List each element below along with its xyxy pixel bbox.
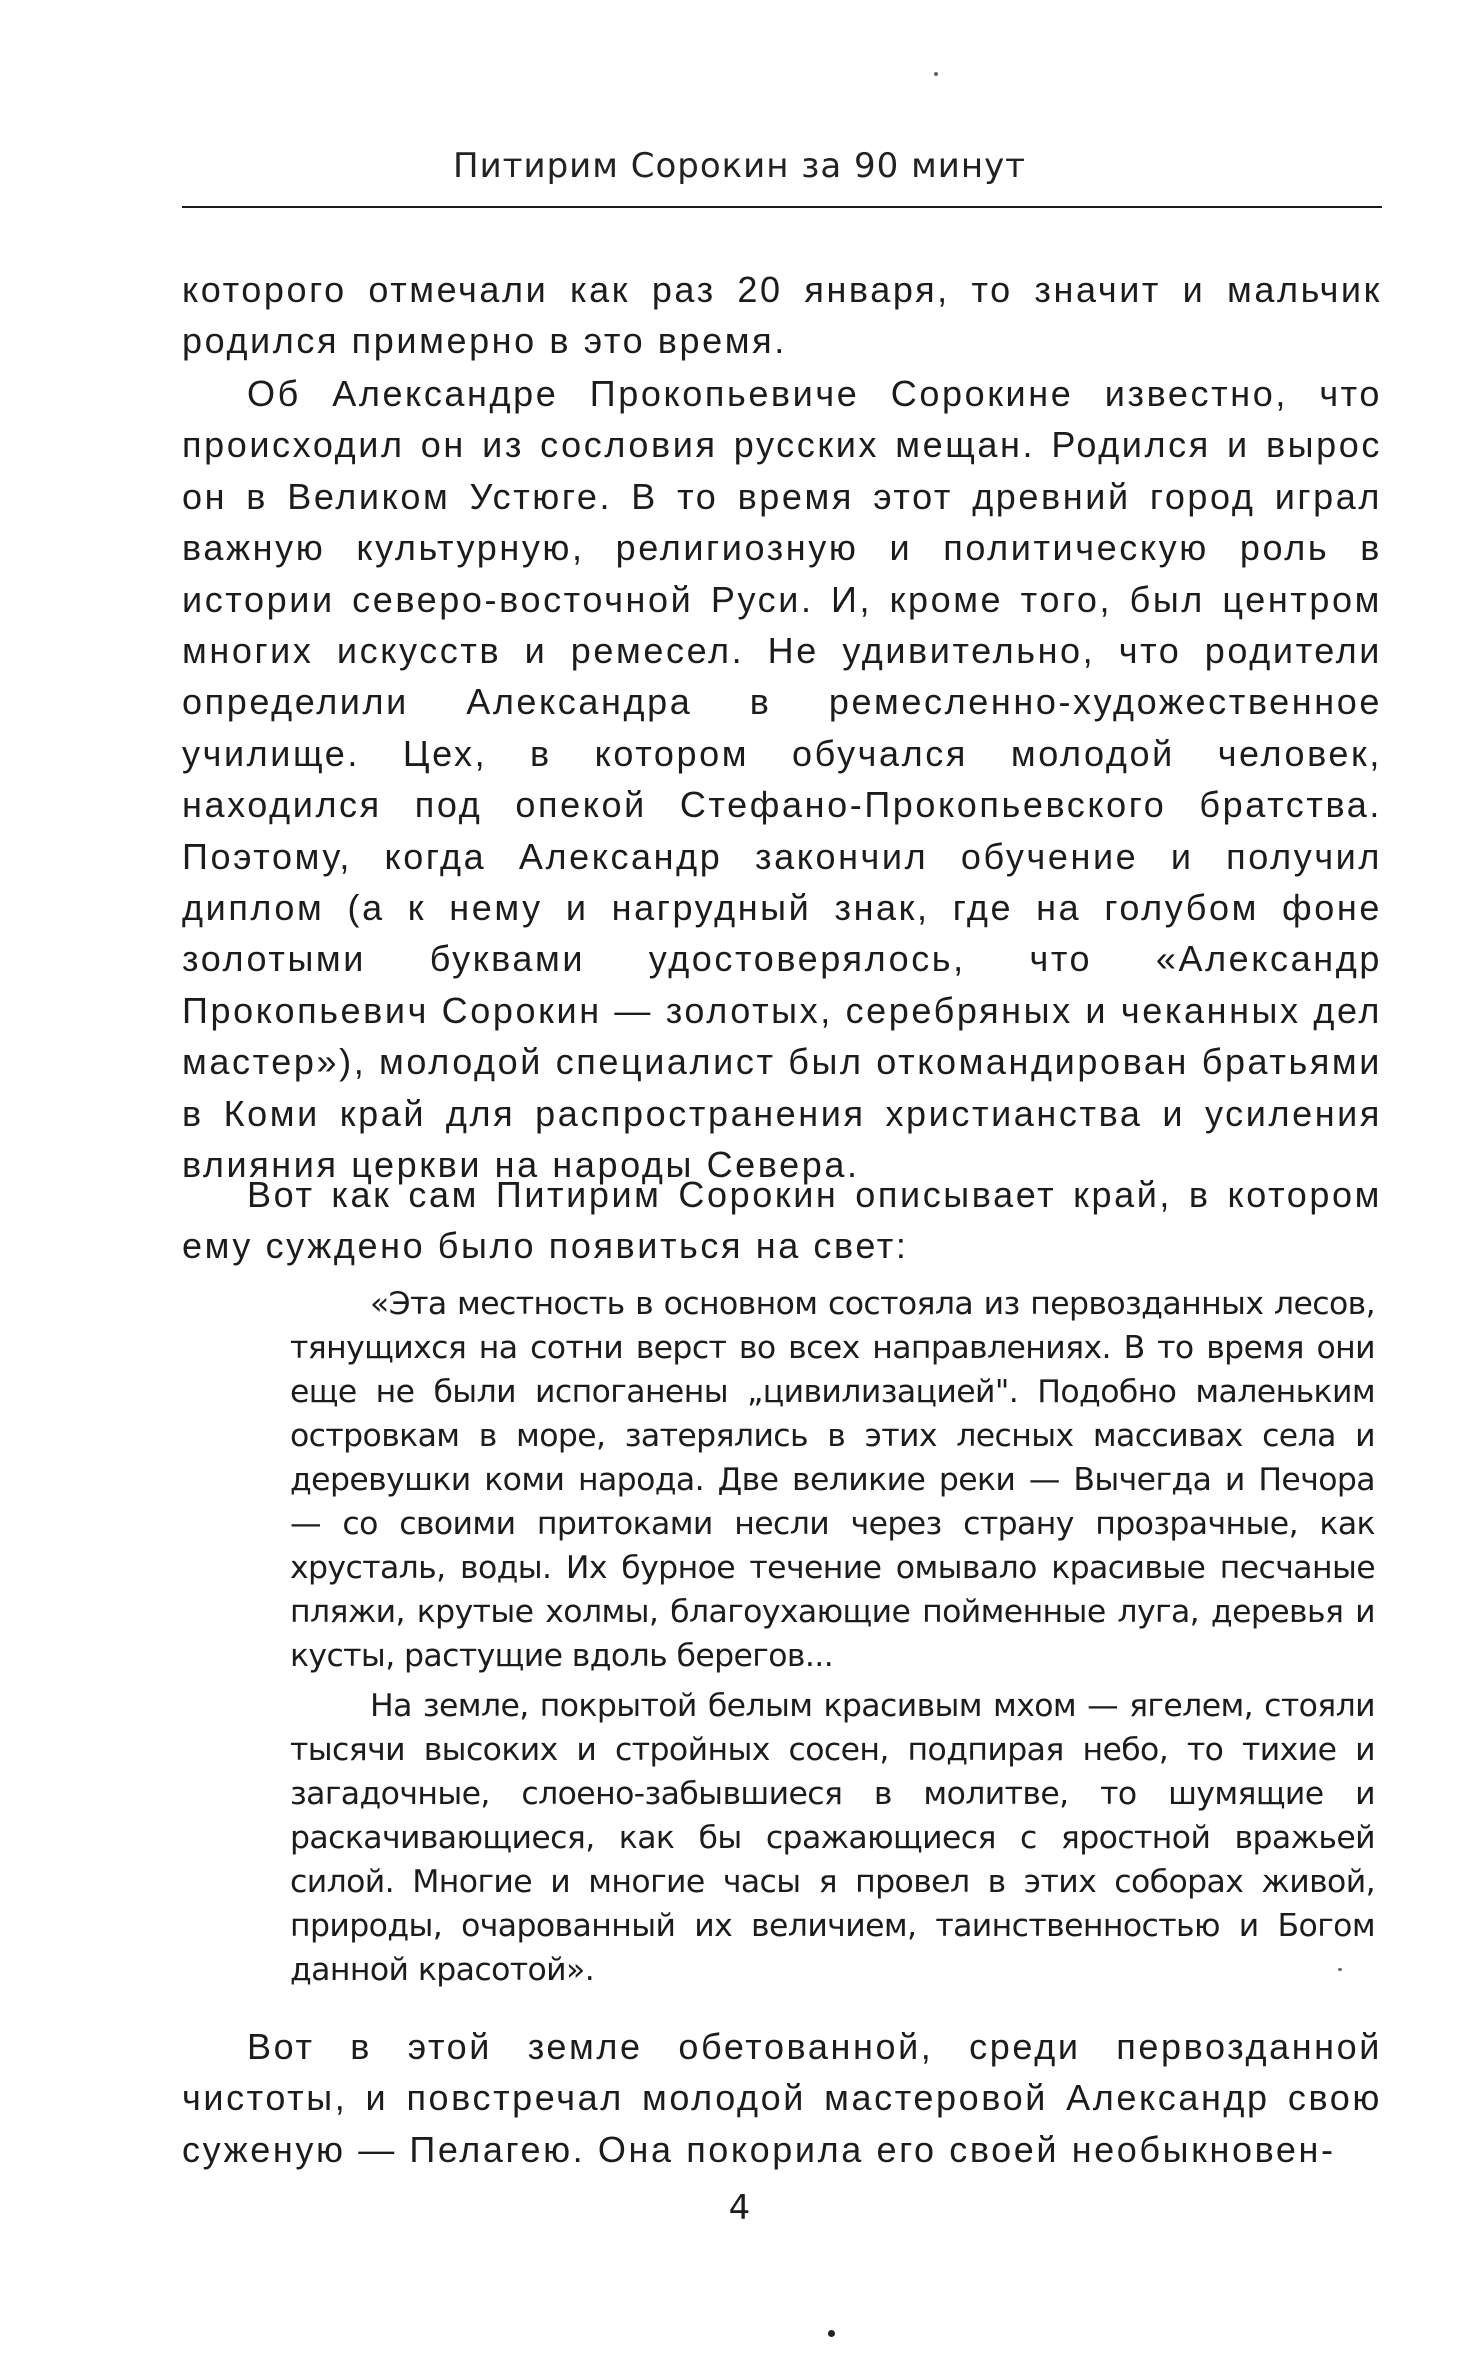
paragraph-father-biography (182, 368, 1382, 1191)
quote-paragraph: На земле, покрытой белым красивым мхом — ягелем, стояли тысячи высоких и стройных сосен, подпирая небо, то тихие и загадочные, слоено-забывшиеся в молитве, то шумящие и раскачивающиеся, как бы сражающиеся с яростной вражьей силой. Многие и многие часы я провел в этих соборах живой, природы, очарованный их величием, таинственностью и Богом данной красотой». (290, 1688, 1375, 1988)
running-header-title: Питирим Сорокин за 90 минут (453, 146, 1026, 186)
scan-speck (934, 72, 938, 76)
page-number: 4 (728, 2188, 751, 2228)
paragraph-text: Вот как сам Питирим Сорокин описывает край, в котором ему суждено было появиться на свет: (182, 1174, 1382, 1267)
scan-speck (828, 2330, 835, 2337)
paragraph-promised-land (182, 2021, 1382, 2175)
scan-speck (1338, 1968, 1342, 1971)
paragraph-text: Вот в этой земле обетованной, среди первозданной чистоты, и повстречал молодой мастеровой Александр свою суженую — Пелагею. Она покорила его своей необыкновен- (182, 2026, 1382, 2170)
block-quote (290, 1282, 1375, 1998)
header-divider (182, 206, 1382, 208)
paragraph-quote-intro (182, 1169, 1382, 1272)
paragraph-text: которого отмечали как раз 20 января, то значит и мальчик родился примерно в это время. (182, 269, 1382, 362)
paragraph-continuation (182, 264, 1382, 367)
quote-paragraph: «Эта местность в основном состояла из первозданных лесов, тянущихся на сотни верст во всех направлениях. В то время они еще не были испоганены „цивилизацией". Подобно маленьким островкам в море, затерялись в этих лесных массивах села и деревушки коми народа. Две великие реки — Вычегда и Печора — со своими притоками несли через страну прозрачные, как хрусталь, воды. Их бурное течение омывало красивые песчаные пляжи, крутые холмы, благоухающие пойменные луга, деревья и кусты, растущие вдоль берегов... (290, 1286, 1375, 1674)
paragraph-text: Об Александре Прокопьевиче Сорокине известно, что происходил он из сословия русских мещан. Родился и вырос он в Великом Устюге. В то время этот древний город играл важную культурную, религиозную и политическую роль в истории северо-восточной Руси. И, кроме того, был центром многих искусств и ремесел. Не удивительно, что родители определили Александра в ремесленно-художественное училище. Цех, в котором обучался молодой человек, находился под опекой Стефано-Прокопьевского братства. Поэтому, когда Александр закончил обучение и получил диплом (а к нему и нагрудный знак, где на голубом фоне золотыми буквами удостоверялось, что «Александр Прокопьевич Сорокин — золотых, серебряных и чеканных дел мастер»), молодой специалист был откомандирован братьями в Коми край для распространения христианства и усиления влияния церкви на народы Севера. (182, 373, 1382, 1186)
